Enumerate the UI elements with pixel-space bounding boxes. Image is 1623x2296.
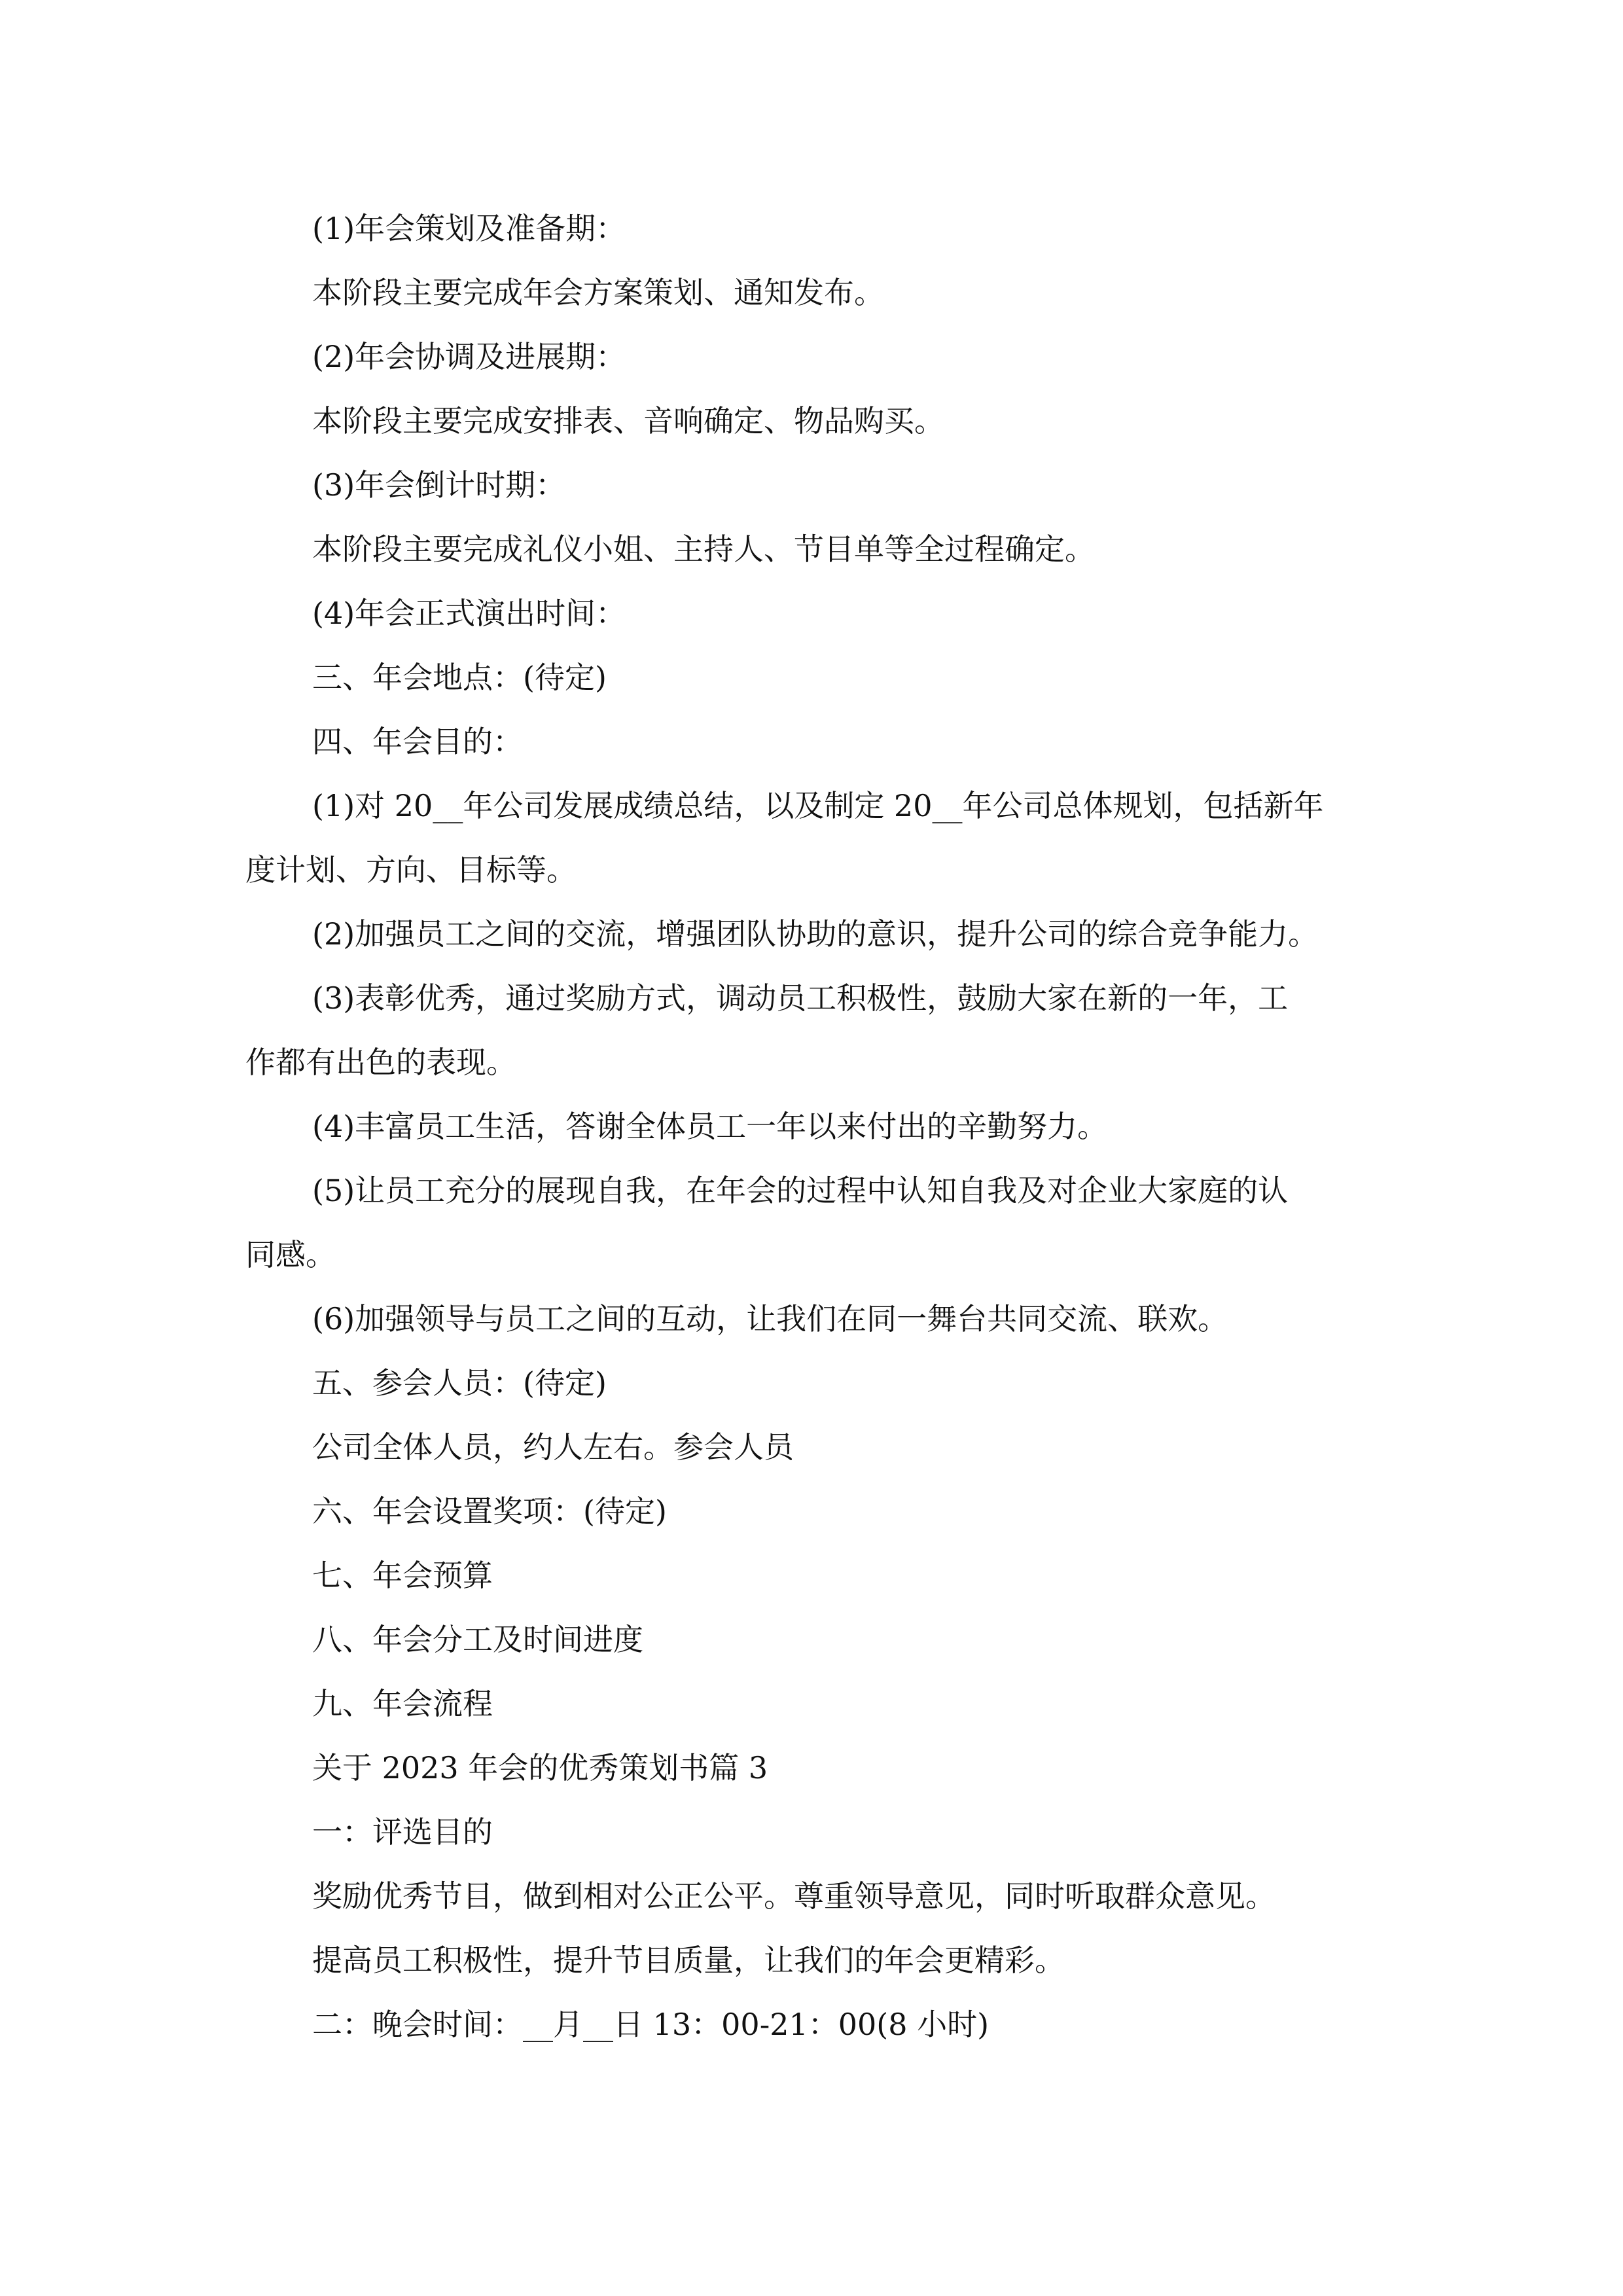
paragraph-line: 奖励优秀节目，做到相对公正公平。尊重领导意见，同时听取群众意见。 — [312, 1878, 1275, 1914]
paragraph-line: 度计划、方向、目标等。 — [245, 852, 577, 888]
paragraph-line: 本阶段主要完成年会方案策划、通知发布。 — [312, 275, 884, 310]
paragraph-line: 提高员工积极性，提升节目质量，让我们的年会更精彩。 — [312, 1943, 1065, 1978]
article-title: 关于 2023 年会的优秀策划书篇 3 — [312, 1750, 768, 1785]
section-heading: 五、参会人员：(待定) — [312, 1365, 607, 1401]
paragraph-line: (3)表彰优秀，通过奖励方式，调动员工积极性，鼓励大家在新的一年，工 — [312, 980, 1289, 1016]
paragraph-line: (4)年会正式演出时间： — [312, 596, 626, 631]
paragraph-line: (6)加强领导与员工之间的互动，让我们在同一舞台共同交流、联欢。 — [312, 1301, 1228, 1336]
paragraph-line: 公司全体人员，约人左右。参会人员 — [312, 1429, 794, 1465]
section-heading: 四、年会目的： — [312, 724, 523, 759]
paragraph-line: (1)对 20__年公司发展成绩总结，以及制定 20__年公司总体规划，包括新年 — [312, 788, 1324, 823]
paragraph-line: (1)年会策划及准备期： — [312, 211, 626, 246]
section-heading: 九、年会流程 — [312, 1686, 493, 1721]
paragraph-line: 同感。 — [245, 1237, 336, 1272]
section-heading: 七、年会预算 — [312, 1558, 493, 1593]
paragraph-line: (5)让员工充分的展现自我，在年会的过程中认知自我及对企业大家庭的认 — [312, 1173, 1289, 1208]
section-heading: 二：晚会时间：__月__日 13：00-21：00(8 小时) — [312, 2007, 990, 2042]
paragraph-line: (2)年会协调及进展期： — [312, 339, 626, 374]
paragraph-line: 本阶段主要完成安排表、音响确定、物品购买。 — [312, 403, 944, 439]
section-heading: 八、年会分工及时间进度 — [312, 1622, 643, 1657]
paragraph-line: (4)丰富员工生活，答谢全体员工一年以来付出的辛勤努力。 — [312, 1109, 1108, 1144]
section-heading: 一：评选目的 — [312, 1814, 493, 1850]
paragraph-line: 作都有出色的表现。 — [245, 1045, 516, 1080]
paragraph-line: 本阶段主要完成礼仪小姐、主持人、节目单等全过程确定。 — [312, 531, 1095, 567]
paragraph-line: (2)加强员工之间的交流，增强团队协助的意识，提升公司的综合竞争能力。 — [312, 916, 1319, 952]
section-heading: 六、年会设置奖项：(待定) — [312, 1494, 667, 1529]
document-body — [245, 196, 1384, 2056]
paragraph-line: (3)年会倒计时期： — [312, 467, 566, 503]
section-heading: 三、年会地点：(待定) — [312, 660, 607, 695]
